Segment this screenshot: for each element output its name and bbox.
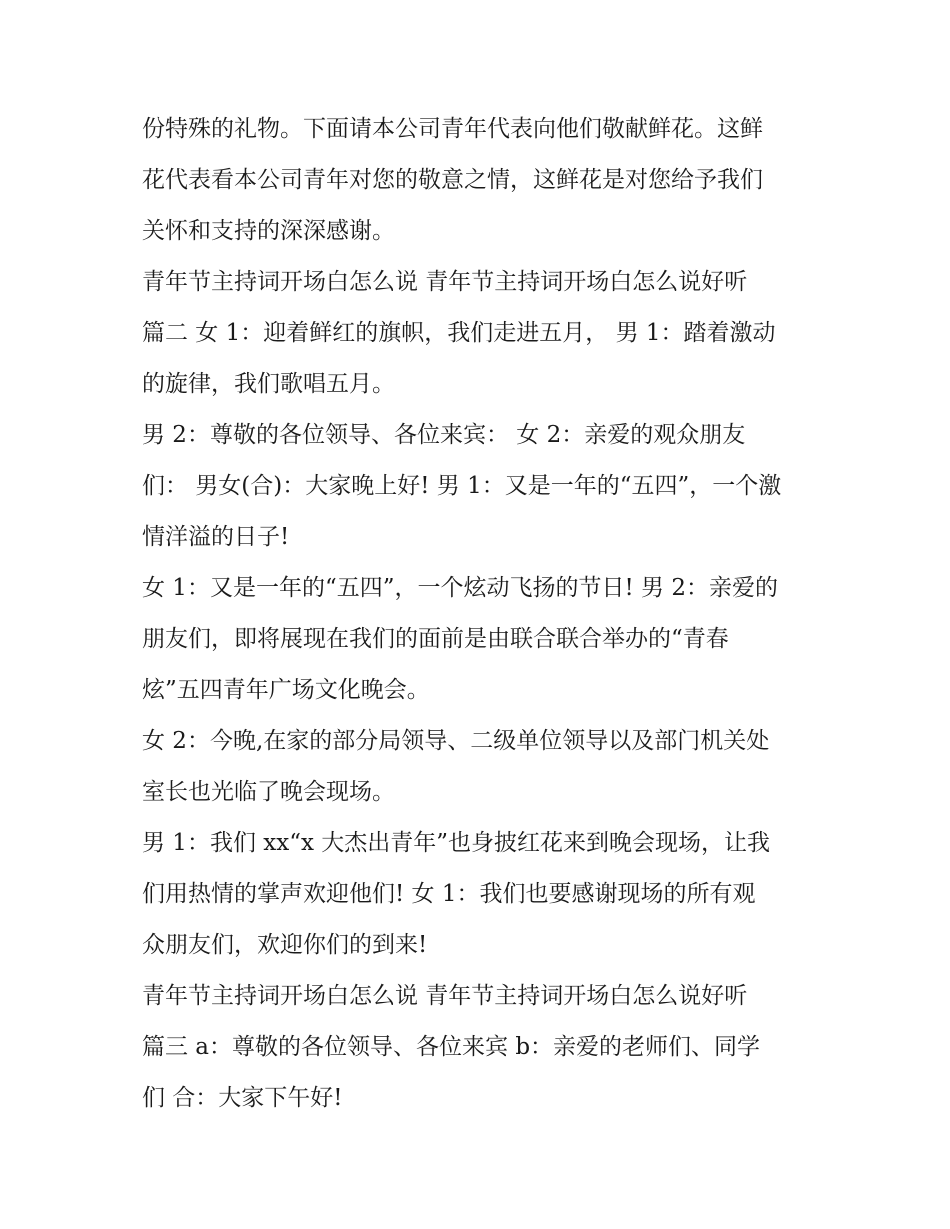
text-line: 情洋溢的日子!	[142, 524, 290, 550]
section-heading-line: 青年节主持词开场白怎么说 青年节主持词开场白怎么说好听	[142, 983, 748, 1009]
text-line: 花代表看本公司青年对您的敬意之情，这鲜花是对您给予我们	[142, 167, 763, 193]
text-line: 们用热情的掌声欢迎他们! 女 1：我们也要感谢现场的所有观	[142, 881, 756, 907]
text-line: 众朋友们，欢迎你们的到来!	[142, 932, 428, 958]
text-line: 炫”五四青年广场文化晚会。	[142, 677, 430, 703]
text-line: 的旋律，我们歌唱五月。	[142, 371, 395, 397]
text-line: 们： 男女(合)：大家晚上好! 男 1：又是一年的“五四”，一个激	[142, 473, 782, 499]
text-line: 室长也光临了晚会现场。	[142, 779, 395, 805]
text-line: 篇三 a：尊敬的各位领导、各位来宾 b：亲爱的老师们、同学	[142, 1034, 761, 1060]
text-line: 男 2：尊敬的各位领导、各位来宾： 女 2：亲爱的观众朋友	[142, 422, 746, 448]
text-line: 女 2：今晚,在家的部分局领导、二级单位领导以及部门机关处	[142, 728, 770, 754]
text-line: 关怀和支持的深深感谢。	[142, 218, 395, 244]
text-line: 女 1：又是一年的“五四”，一个炫动飞扬的节日! 男 2：亲爱的	[142, 575, 778, 601]
text-line: 男 1：我们 xx“x 大杰出青年”也身披红花来到晚会现场，让我	[142, 830, 770, 856]
text-line: 篇二 女 1：迎着鲜红的旗帜，我们走进五月， 男 1：踏着激动	[142, 320, 776, 346]
section-heading-line: 青年节主持词开场白怎么说 青年节主持词开场白怎么说好听	[142, 269, 748, 295]
text-line: 朋友们，即将展现在我们的面前是由联合联合举办的“青春	[142, 626, 729, 652]
document-body	[142, 104, 822, 1124]
text-line: 份特殊的礼物。下面请本公司青年代表向他们敬献鲜花。这鲜	[142, 116, 763, 142]
text-line: 们 合：大家下午好!	[142, 1085, 343, 1111]
